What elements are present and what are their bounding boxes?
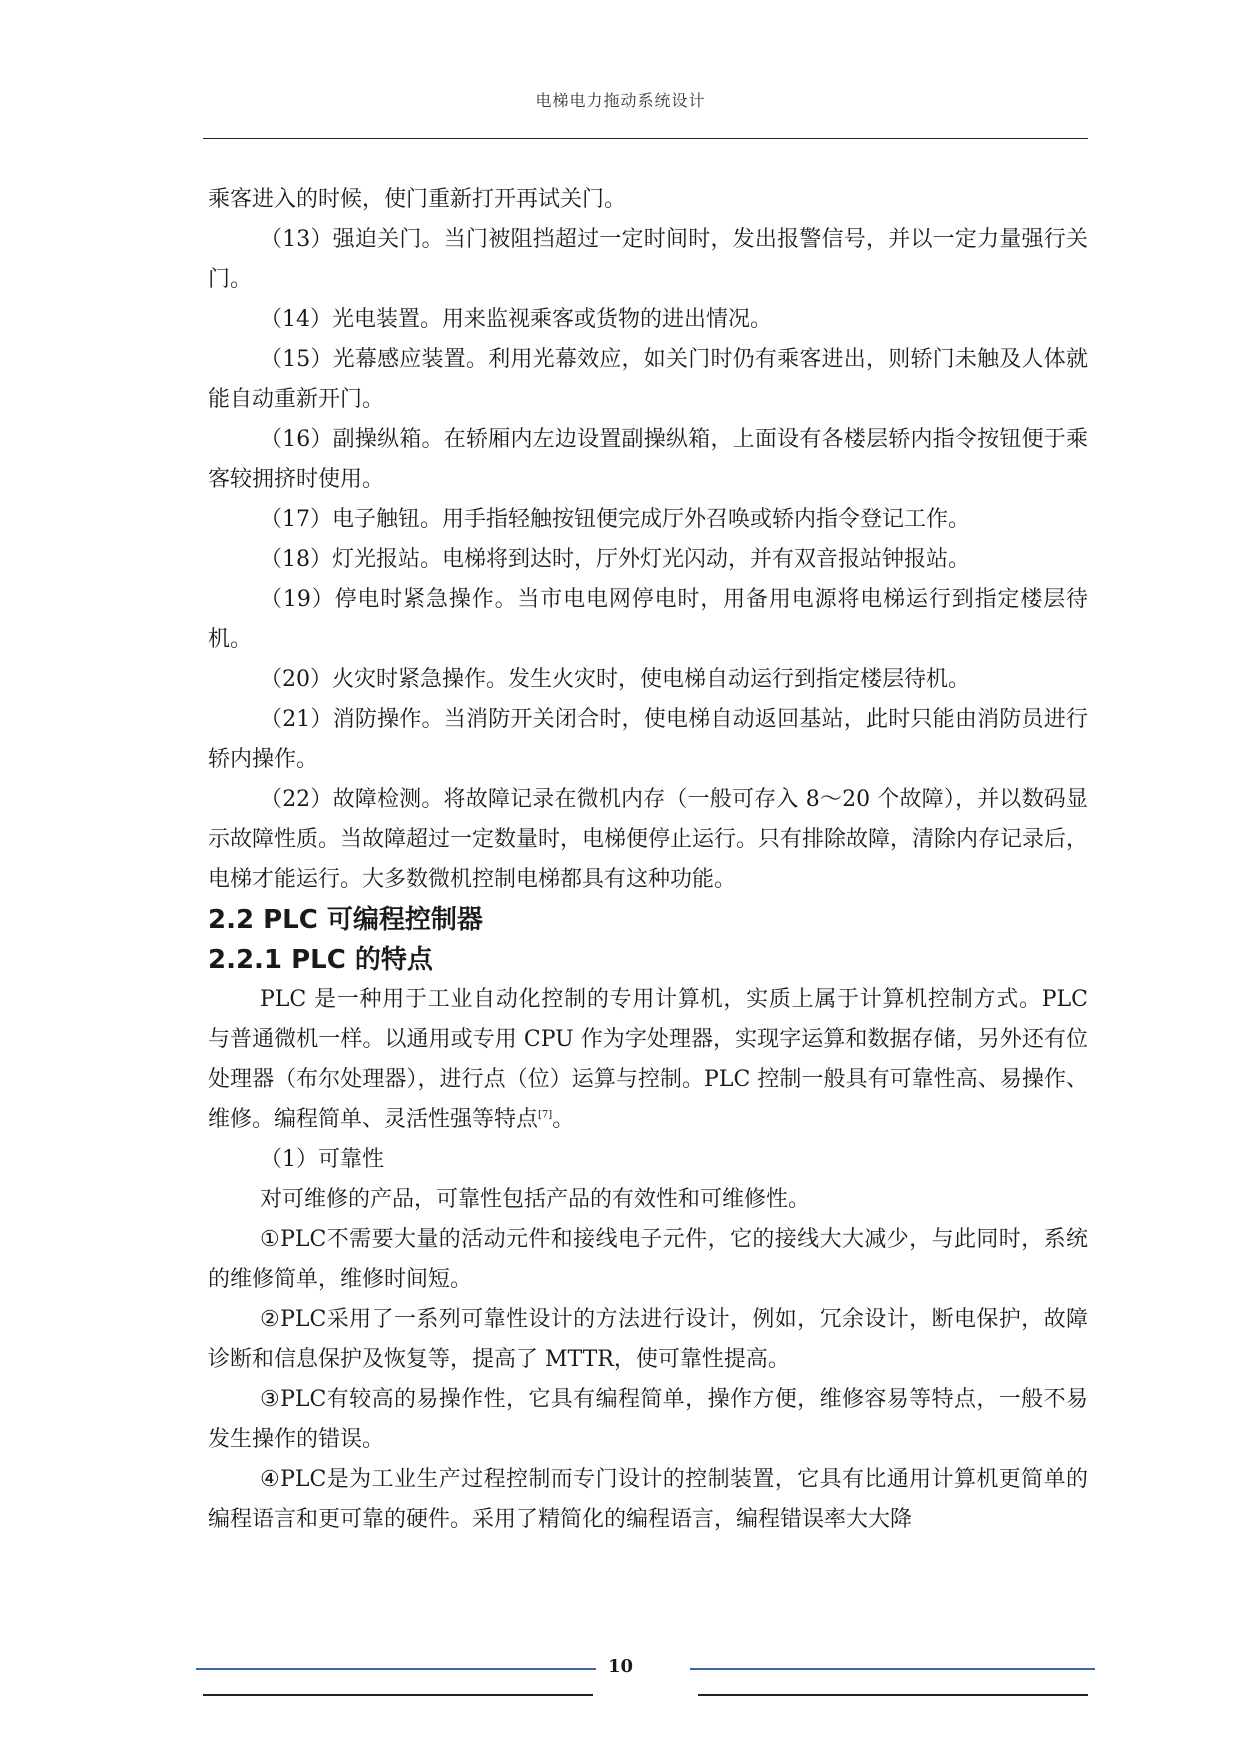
subsection-heading: 2.2.1 PLC 的特点	[208, 945, 433, 975]
plc-intro-paragraph	[208, 980, 1088, 1140]
paragraph: （17）电子触钮。用手指轻触按钮便完成厅外召唤或轿内指令登记工作。	[260, 507, 970, 532]
paragraph: （13）强迫关门。当门被阻挡超过一定时间时，发出报警信号，并以一定力量强行关门。	[208, 227, 1088, 292]
paragraph: 乘客进入的时候，使门重新打开再试关门。	[208, 187, 627, 212]
paragraph: ③PLC有较高的易操作性，它具有编程简单，操作方便，维修容易等特点，一般不易发生操作的错误。	[208, 1387, 1088, 1452]
running-header: 电梯电力拖动系统设计	[535, 91, 706, 110]
paragraph: 对可维修的产品，可靠性包括产品的有效性和可维修性。	[260, 1187, 811, 1212]
footer-underline-right	[698, 1694, 1088, 1696]
paragraph: ②PLC采用了一系列可靠性设计的方法进行设计，例如，冗余设计，断电保护，故障诊断和信息保护及恢复等，提高了 MTTR，使可靠性提高。	[208, 1307, 1088, 1372]
citation-reference[interactable]: [7]	[538, 1109, 553, 1121]
header-divider	[203, 138, 1088, 139]
paragraph: （16）副操纵箱。在轿厢内左边设置副操纵箱，上面设有各楼层轿内指令按钮便于乘客较拥挤时使用。	[208, 427, 1088, 492]
page-footer	[0, 1650, 1241, 1710]
paragraph: （20）火灾时紧急操作。发生火灾时，使电梯自动运行到指定楼层待机。	[260, 667, 970, 692]
plc-intro-end: 。	[552, 1107, 575, 1132]
paragraph: （15）光幕感应装置。利用光幕效应，如关门时仍有乘客进出，则轿门未触及人体就能自动重新开门。	[208, 347, 1088, 412]
plc-intro-text: PLC 是一种用于工业自动化控制的专用计算机，实质上属于计算机控制方式。PLC 与普通微机一样。以通用或专用 CPU 作为字处理器，实现字运算和数据存储，另外还有位处理器（布尔处理器），进行点（位）运算与控制。PLC 控制一般具有可靠性高、易操作、维修。编程简单、灵活性强等特点	[208, 987, 1088, 1132]
paragraph: （21）消防操作。当消防开关闭合时，使电梯自动返回基站，此时只能由消防员进行轿内操作。	[208, 707, 1088, 772]
paragraph: （22）故障检测。将故障记录在微机内存（一般可存入 8～20 个故障），并以数码显示故障性质。当故障超过一定数量时，电梯便停止运行。只有排除故障，清除内存记录后，电梯才能运行。大多数微机控制电梯都具有这种功能。	[208, 787, 1089, 892]
page-number: 10	[607, 1656, 634, 1677]
page-body	[208, 180, 1088, 1540]
paragraph: ①PLC不需要大量的活动元件和接线电子元件，它的接线大大减少，与此同时，系统的维修简单，维修时间短。	[208, 1227, 1088, 1292]
paragraph: ④PLC是为工业生产过程控制而专门设计的控制装置，它具有比通用计算机更简单的编程语言和更可靠的硬件。采用了精简化的编程语言，编程错误率大大降	[208, 1467, 1088, 1532]
paragraph: （18）灯光报站。电梯将到达时，厅外灯光闪动，并有双音报站钟报站。	[260, 547, 970, 572]
section-heading: 2.2 PLC 可编程控制器	[208, 905, 483, 935]
paragraph: （19）停电时紧急操作。当市电电网停电时，用备用电源将电梯运行到指定楼层待机。	[208, 587, 1088, 652]
paragraph: （14）光电装置。用来监视乘客或货物的进出情况。	[260, 307, 772, 332]
footer-underline-left	[203, 1694, 593, 1696]
paragraph: （1）可靠性	[260, 1147, 384, 1172]
